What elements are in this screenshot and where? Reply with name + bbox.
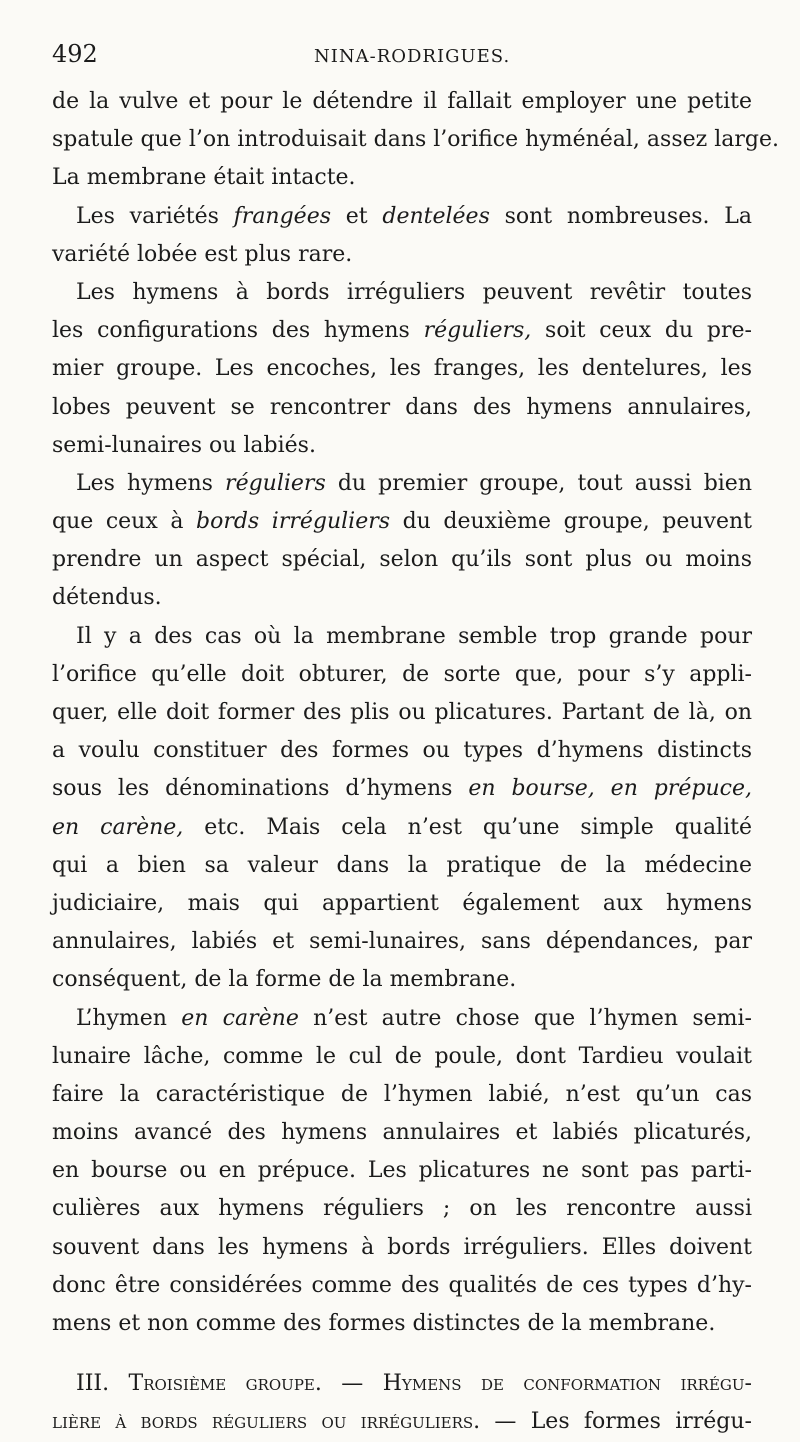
text-line — [52, 694, 752, 732]
text-line — [52, 1076, 752, 1114]
italic-text: frangées — [233, 203, 332, 229]
italic-text: dentelées — [382, 203, 490, 229]
text-line — [52, 427, 752, 465]
text-line — [52, 1114, 752, 1152]
text-line — [52, 236, 752, 274]
text-line — [52, 465, 752, 503]
text-line — [52, 274, 752, 312]
text-run: faire la caractéristique de l’hymen labié, n’est qu’un cas — [52, 1081, 752, 1107]
text-run: mier groupe. Les encoches, les franges, les dentelures, les — [52, 356, 752, 382]
text-line — [52, 121, 779, 159]
text-run: — Les formes irrégu- — [480, 1409, 752, 1435]
text-line — [52, 83, 752, 121]
text-line — [52, 159, 752, 197]
page-number: 492 — [52, 40, 98, 68]
text-run: L’hymen — [76, 1005, 182, 1031]
text-line — [52, 198, 752, 236]
text-run: lunaire lâche, comme le cul de poule, dont Tardieu voulait — [52, 1043, 752, 1069]
text-run: moins avancé des hymens annulaires et labiés plicaturés, — [52, 1120, 752, 1146]
italic-text: en bourse, en prépuce, — [468, 776, 752, 802]
italic-text: en carène — [181, 1005, 299, 1031]
text-line — [52, 885, 752, 923]
text-line — [52, 350, 752, 388]
text-line — [52, 1000, 752, 1038]
text-run: détendus. — [52, 585, 162, 611]
text-run: — — [321, 1371, 383, 1397]
text-line — [52, 847, 752, 885]
text-line — [52, 770, 752, 808]
paragraphs — [52, 83, 779, 1343]
text-line — [52, 1305, 752, 1343]
text-run: sous les dénominations d’hymens — [52, 776, 469, 802]
text-run: mens et non comme des formes distinctes de la membrane. — [52, 1311, 716, 1336]
text-run: du deuxième groupe, peuvent — [390, 509, 752, 535]
text-line — [52, 809, 752, 847]
text-line — [52, 923, 752, 961]
text-run: qui a bien sa valeur dans la pratique de la médecine — [52, 852, 752, 878]
text-run: sont nombreuses. La — [489, 203, 752, 229]
text-run: a voulu constituer des formes ou types d’hymens distincts — [52, 738, 752, 764]
section-heading-line-2 — [52, 1403, 752, 1441]
text-line — [52, 961, 752, 999]
text-run: Il y a des cas où la membrane semble trop grande pour — [76, 623, 752, 649]
text-run: prendre un aspect spécial, selon qu’ils sont plus ou moins — [52, 547, 752, 573]
section-heading-line-1 — [52, 1365, 752, 1403]
italic-text: réguliers, — [423, 318, 532, 344]
text-run: semi-lunaires ou labiés. — [52, 432, 316, 458]
text-run: les configurations des hymens — [52, 318, 424, 344]
text-line — [52, 1038, 752, 1076]
text-line — [52, 1267, 752, 1305]
text-line — [52, 389, 752, 427]
small-caps-text: Troisième groupe. — [128, 1371, 322, 1397]
text-line — [52, 1229, 752, 1267]
text-run: etc. Mais cela n’est qu’une simple qualité — [183, 814, 752, 840]
text-line — [52, 579, 752, 617]
text-line — [52, 541, 752, 579]
text-run: du premier groupe, tout aussi bien — [325, 470, 752, 496]
text-run: lobes peuvent se rencontrer dans des hymens annulaires, — [52, 394, 752, 420]
text-run: variété lobée est plus rare. — [52, 241, 353, 267]
text-run: l’orifice qu’elle doit obturer, de sorte que, pour s’y appli- — [52, 661, 752, 687]
text-run: de la vulve et pour le détendre il fallait employer une petite — [52, 89, 752, 114]
text-line — [52, 312, 752, 350]
text-run: spatule que l’on introduisait dans l’orifice hyménéal, assez large. — [52, 127, 779, 153]
text-run: souvent dans les hymens à bords irréguliers. Elles doivent — [52, 1234, 752, 1260]
text-line — [52, 656, 752, 694]
text-run: conséquent, de la forme de la membrane. — [52, 967, 517, 993]
section-gap — [52, 1343, 752, 1365]
text-run: que ceux à — [52, 509, 196, 535]
text-run: III. — [76, 1371, 129, 1397]
text-run: judiciaire, mais qui appartient également aux hymens — [52, 890, 752, 916]
text-line — [52, 732, 752, 770]
text-run: culières aux hymens réguliers ; on les rencontre aussi — [52, 1196, 752, 1222]
text-line — [52, 618, 752, 656]
text-line — [52, 503, 752, 541]
text-run: soit ceux du pre- — [531, 318, 752, 344]
text-run: en bourse ou en prépuce. Les plicatures ne sont pas parti- — [52, 1158, 752, 1184]
italic-text: en carène, — [52, 814, 184, 840]
italic-text: réguliers — [225, 470, 326, 496]
text-run: annulaires, labiés et semi-lunaires, sans dépendances, par — [52, 929, 752, 955]
text-run: Les variétés — [76, 203, 234, 229]
text-line — [52, 1190, 752, 1228]
text-run: et — [331, 203, 383, 229]
italic-text: bords irréguliers — [196, 509, 391, 535]
text-line — [52, 1152, 752, 1190]
small-caps-text: lière à bords réguliers ou irréguliers. — [52, 1409, 481, 1435]
text-run: La membrane était intacte. — [52, 165, 356, 191]
text-run: Les hymens — [76, 470, 226, 496]
running-head: NINA-RODRIGUES. — [314, 46, 511, 67]
text-run: quer, elle doit former des plis ou plicatures. Partant de là, on — [52, 700, 752, 725]
text-run: donc être considérées comme des qualités de ces types d’hy- — [52, 1272, 752, 1298]
body-text — [52, 83, 779, 1442]
text-run: n’est autre chose que l’hymen semi- — [298, 1005, 752, 1031]
small-caps-text: Hymens de conformation irrégu- — [382, 1371, 752, 1397]
page-header — [52, 40, 752, 80]
text-run: Les hymens à bords irréguliers peuvent revêtir toutes — [76, 279, 752, 305]
